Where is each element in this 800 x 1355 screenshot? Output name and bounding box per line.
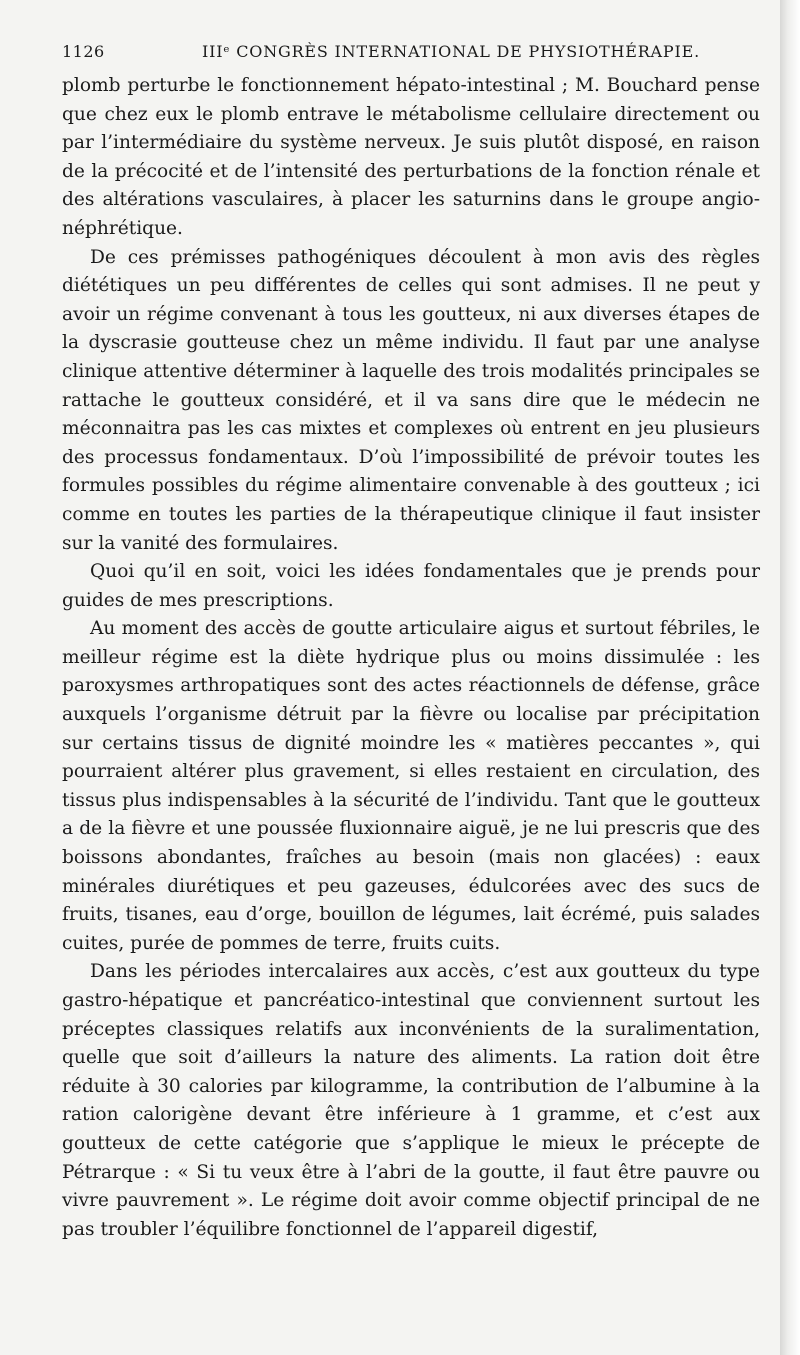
paragraph: De ces prémisses pathogéniques découlent à mon avis des règles diététiques un peu différentes de celles qui sont admises. Il ne peut y avoir un régime convenant à tous les goutteux, ni aux diverses étapes de la dyscrasie goutteuse chez un même individu. Il faut par une analyse clinique attentive déterminer à laquelle des trois modalités principales se rattache le goutteux considéré, et il va sans dire que le médecin ne méconnaitra pas les cas mixtes et complexes où entrent en jeu plusieurs des processus fondamentaux. D’où l’impossibilité de prévoir toutes les formules possibles du régime alimentaire convenable à des goutteux ; ici comme en toutes les parties de la thérapeutique clinique il faut insister sur la vanité des formulaires. bbox=[62, 246, 760, 554]
page-header bbox=[62, 42, 752, 66]
paragraph: Au moment des accès de goutte articulaire aigus et surtout fébriles, le meilleur régime est la diète hydrique plus ou moins dissimulée : les paroxysmes arthropatiques sont des actes réactionnels de défense, grâce auxquels l’organisme détruit par la fièvre ou localise par précipitation sur certains tissus de dignité moindre les « matières peccantes », qui pourraient altérer plus gravement, si elles restaient en circulation, des tissus plus indispensables à la sécurité de l’individu. Tant que le goutteux a de la fièvre et une poussée fluxionnaire aiguë, je ne lui prescris que des boissons abondantes, fraîches au besoin (mais non glacées) : eaux minérales diurétiques et peu gazeuses, édulcorées avec des sucs de fruits, tisanes, eau d’orge, bouillon de légumes, lait écrémé, puis salades cuites, purée de pommes de terre, fruits cuits. bbox=[62, 618, 760, 954]
page-edge bbox=[780, 0, 800, 1355]
page-number: 1126 bbox=[62, 42, 105, 61]
body-text bbox=[62, 72, 760, 1244]
running-title: IIIᵉ CONGRÈS INTERNATIONAL DE PHYSIOTHÉRAPIE. bbox=[202, 42, 700, 61]
paragraph-continued: plomb perturbe le fonctionnement hépato-intestinal ; M. Bouchard pense que chez eux le plomb entrave le métabolisme cellulaire directement ou par l’intermédiaire du système nerveux. Je suis plutôt disposé, en raison de la précocité et de l’intensité des perturbations de la fonction rénale et des altérations vasculaires, à placer les saturnins dans le groupe angio-néphrétique. bbox=[62, 75, 760, 239]
paragraph: Quoi qu’il en soit, voici les idées fondamentales que je prends pour guides de mes prescriptions. bbox=[62, 561, 760, 611]
paragraph: Dans les périodes intercalaires aux accès, c’est aux goutteux du type gastro-hépatique et pancréatico-intestinal que conviennent surtout les préceptes classiques relatifs aux inconvénients de la suralimentation, quelle que soit d’ailleurs la nature des aliments. La ration doit être réduite à 30 calories par kilogramme, la contribution de l’albumine à la ration calorigène devant être inférieure à 1 gramme, et c’est aux goutteux de cette catégorie que s’applique le mieux le précepte de Pétrarque : « Si tu veux être à l’abri de la goutte, il faut être pauvre ou vivre pauvrement ». Le régime doit avoir comme objectif principal de ne pas troubler l’équilibre fonctionnel de l’appareil digestif, bbox=[62, 961, 760, 1240]
